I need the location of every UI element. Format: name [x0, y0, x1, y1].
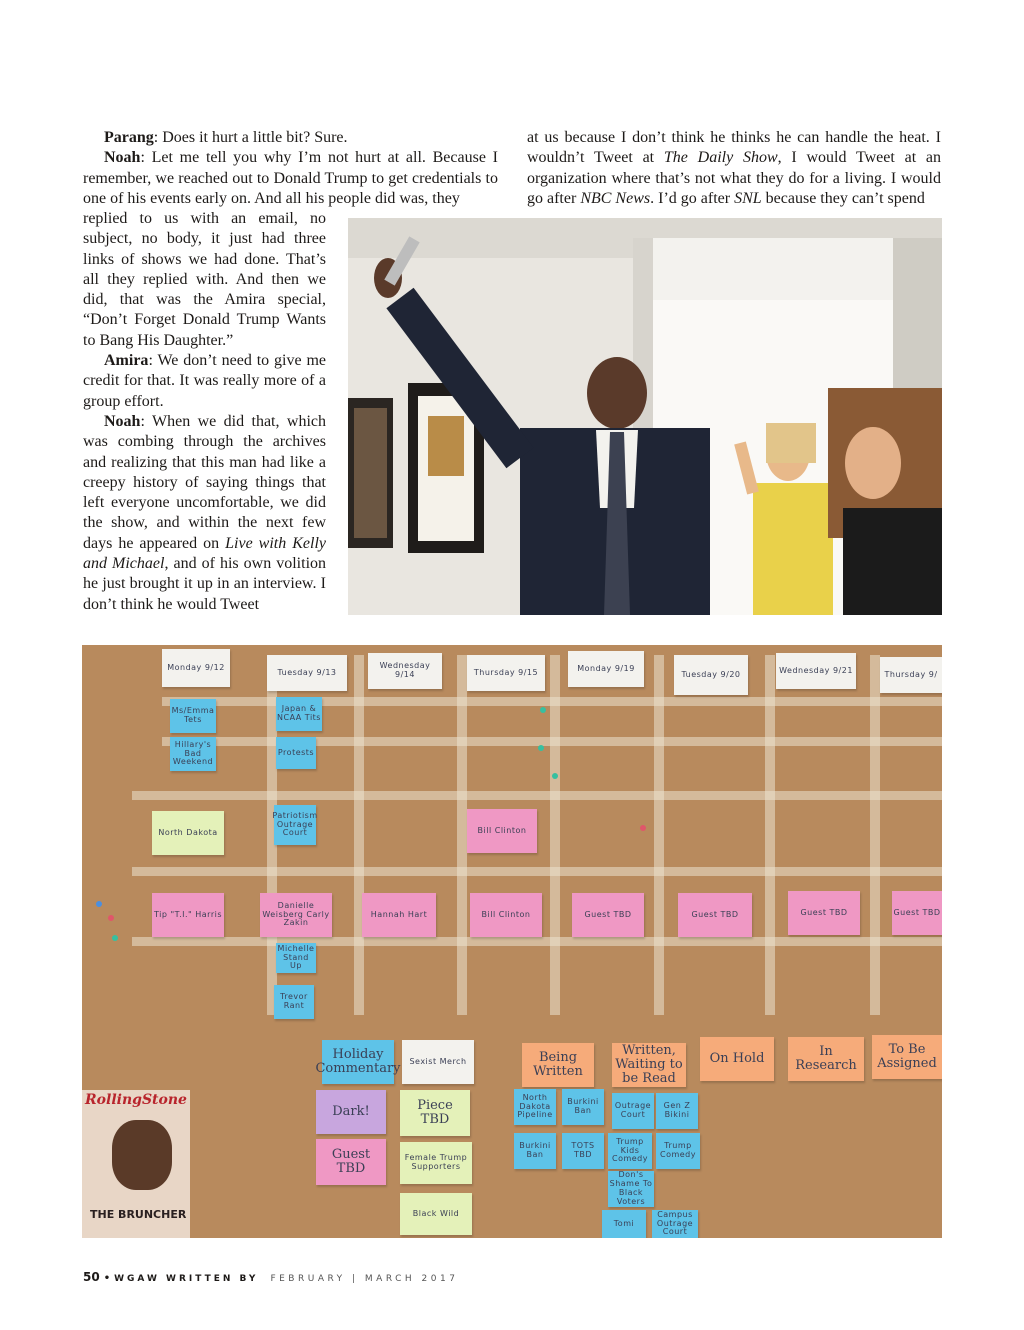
board-note: Holiday Commentary: [322, 1040, 394, 1084]
board-note: North Dakota: [152, 811, 224, 855]
board-note: Trevor Rant: [274, 985, 314, 1019]
tape-strip: [354, 655, 364, 1015]
magazine-cover-face: [112, 1120, 172, 1190]
board-note: Guest TBD: [572, 893, 644, 937]
board-note: Protests: [276, 737, 316, 769]
board-note: Being Written: [522, 1043, 594, 1087]
tape-strip: [870, 655, 880, 1015]
board-note: Michelle Stand Up: [276, 943, 316, 973]
push-pin: [640, 825, 646, 831]
board-note: Ms/Emma Tets: [170, 699, 216, 733]
paragraph-noah-2: Noah: When we did that, which was combing through the archives and realizing that this man had like a creepy history of saying things that left everyone uncomfortable, we did the show, and within the next few days he appeared on Live with Kelly and Michael, and of his own volition he just brought it up in an interview. I don’t think he would Tweet: [83, 412, 327, 613]
selfie-photo-illustration: [348, 218, 942, 615]
board-header: Monday 9/19: [568, 651, 644, 687]
board-note: Outrage Court: [612, 1093, 654, 1129]
tape-strip: [132, 867, 942, 876]
push-pin: [552, 773, 558, 779]
page-number: 50: [83, 1270, 100, 1284]
board-note: On Hold: [700, 1037, 774, 1081]
board-note: Trump Kids Comedy: [608, 1133, 652, 1169]
board-note: Hannah Hart: [362, 893, 436, 937]
article-right-top: [527, 128, 941, 209]
board-note: Tip "T.I." Harris: [152, 893, 224, 937]
tape-strip: [132, 937, 942, 946]
board-note: To Be Assigned: [872, 1035, 942, 1079]
board-header: Monday 9/12: [162, 649, 230, 687]
speaker-name: Noah: [104, 149, 141, 167]
board-note: Don's Shame To Black Voters: [609, 1170, 653, 1206]
board-note: Guest TBD: [892, 891, 942, 935]
board-note: Dark!: [316, 1090, 386, 1134]
corkboard-photo: [82, 645, 942, 1238]
magazine-title: RollingStone: [85, 1092, 187, 1108]
push-pin: [108, 915, 114, 921]
board-header: Thursday 9/15: [467, 655, 545, 691]
board-note: Guest TBD: [678, 893, 752, 937]
tape-strip: [550, 655, 560, 1015]
tape-strip: [654, 655, 664, 1015]
board-note: Danielle Weisberg Carly Zakin: [260, 893, 332, 937]
paragraph-amira: Amira: We don’t need to give me credit for that. It was really more of a group effort.: [83, 352, 326, 410]
paragraph-right: at us because I don’t think he thinks he can handle the heat. I wouldn’t Tweet at The Daily Show, I would Tweet at an organization where that’s not what they do for a living. I would go after NBC News. I’d go after SNL because they can’t spend: [527, 129, 942, 207]
page-footer: [83, 1266, 458, 1285]
footer-bullet: •: [103, 1273, 111, 1284]
board-note: Bill Clinton: [470, 893, 542, 937]
speaker-name: Noah: [104, 412, 141, 430]
selfie-photo: [348, 218, 942, 615]
board-note: TOTS TBD: [562, 1133, 604, 1169]
article-left-top: [83, 128, 498, 209]
push-pin: [96, 901, 102, 907]
board-note: Campus Outrage Court: [652, 1210, 698, 1238]
board-note: Burkini Ban: [562, 1089, 604, 1125]
board-note: Hillary's Bad Weekend: [170, 737, 216, 771]
board-header: Wednesday 9/21: [776, 653, 856, 689]
board-note: Female Trump Supporters: [400, 1142, 472, 1184]
board-header: Tuesday 9/13: [267, 655, 347, 691]
board-note: Patriotism Outrage Court: [274, 805, 316, 845]
tape-strip: [765, 655, 775, 1015]
speaker-name: Amira: [104, 352, 149, 370]
publication-name: WGAW WRITTEN BY: [114, 1274, 259, 1284]
tape-strip: [457, 655, 467, 1015]
issue-date: FEBRUARY | MARCH 2017: [270, 1274, 459, 1284]
board-header: Thursday 9/: [880, 657, 942, 693]
push-pin: [538, 745, 544, 751]
tape-strip: [132, 791, 942, 800]
board-header: Wednesday 9/14: [368, 653, 442, 689]
board-note: North Dakota Pipeline: [514, 1089, 556, 1125]
paragraph-continued: replied to us with an email, no subject, no body, it just had three links of shows we had done. That’s all they replied with. And then we did, that was the Amira special, “Don’t Forget Donald Trump Wants to Bang His Daughter.”: [83, 210, 326, 349]
magazine-cover-line: THE BRUNCHER: [90, 1208, 187, 1221]
rolling-stone-magazine: [82, 1090, 190, 1238]
board-header: Tuesday 9/20: [674, 655, 748, 695]
board-note: Piece TBD: [400, 1090, 470, 1136]
board-note: Burkini Ban: [514, 1133, 556, 1169]
speaker-name: Parang: [104, 129, 154, 146]
push-pin: [112, 935, 118, 941]
paragraph-parang: Parang: Does it hurt a little bit? Sure.: [104, 129, 348, 146]
board-note: Trump Comedy: [656, 1133, 700, 1169]
board-note: Guest TBD: [788, 891, 860, 935]
paragraph-noah: Noah: Let me tell you why I’m not hurt at all. Because I remember, we reached out to Donald Trump to get credentials to one of his events early on. And all his people did was, they: [83, 149, 498, 207]
board-note: Gen Z Bikini: [656, 1093, 698, 1129]
board-note: Tomi: [602, 1210, 646, 1238]
push-pin: [540, 707, 546, 713]
board-note: Bill Clinton: [467, 809, 537, 853]
board-note: Japan & NCAA Tits: [276, 697, 322, 731]
board-note: Written, Waiting to be Read: [612, 1043, 686, 1087]
board-note: In Research: [788, 1037, 864, 1081]
article-left-wrap: [83, 209, 326, 615]
board-note: Sexist Merch: [402, 1040, 474, 1084]
board-note: Black Wild: [400, 1193, 472, 1235]
board-note: Guest TBD: [316, 1139, 386, 1185]
